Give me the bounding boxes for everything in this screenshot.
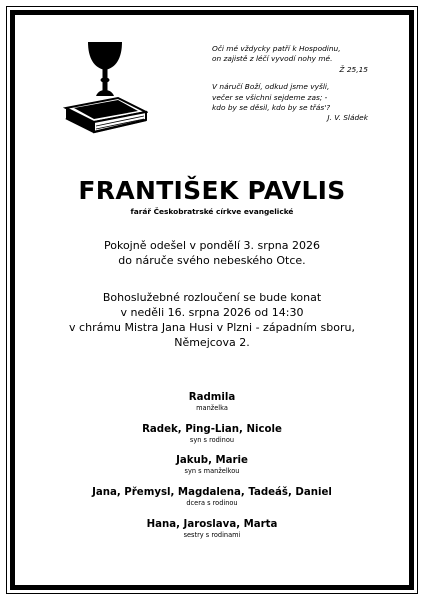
family-names: Radmila xyxy=(188,392,236,403)
deceased-role: farář Českobratrské církve evangelické xyxy=(130,207,294,216)
family-names: Radek, Ping-Lian, Nicole xyxy=(142,424,282,435)
chalice-on-bible-icon xyxy=(62,38,148,142)
family-relation: sestry s rodinami xyxy=(183,531,241,539)
service-line: v neděli 16. srpna 2026 od 14:30 xyxy=(120,306,304,319)
family-entry xyxy=(0,391,424,413)
quote-line: V náručí Boží, odkud jsme vyšli, xyxy=(212,82,330,92)
family-entry xyxy=(0,518,424,540)
family-relation: manželka xyxy=(196,404,228,412)
deceased-name: FRANTIŠEK PAVLIS xyxy=(78,176,346,205)
family-relation: syn s rodinou xyxy=(189,436,235,444)
announcement-line: Pokojně odešel v pondělí 3. srpna 2026 xyxy=(104,239,320,252)
quote-reference: Ž 25,15 xyxy=(339,64,368,74)
family-relation: syn s manželkou xyxy=(184,467,240,475)
service-line: v chrámu Mistra Jana Husi v Plzni - západním sboru, xyxy=(69,321,355,334)
family-names: Jana, Přemysl, Magdalena, Tadeáš, Daniel xyxy=(92,487,332,498)
quote-line: kdo by se děsil, kdo by se třás'? xyxy=(212,103,331,113)
bible-quotes xyxy=(212,44,368,124)
family-relation: dcera s rodinou xyxy=(186,499,238,507)
announcement-line: do náruče svého nebeského Otce. xyxy=(118,254,306,267)
quote-reference: J. V. Sládek xyxy=(327,113,368,123)
quote-line: on zajistě z léčí vyvodí nohy mé. xyxy=(212,54,333,64)
family-entry xyxy=(0,486,424,508)
family-entry xyxy=(0,423,424,445)
quote-line: Oči mé vždycky patří k Hospodinu, xyxy=(212,44,341,53)
service-line: Němejcova 2. xyxy=(174,336,250,349)
funeral-service-info xyxy=(0,290,424,350)
quote-line: večer se všichni sejdeme zas; - xyxy=(212,92,328,102)
family-names: Jakub, Marie xyxy=(176,455,248,466)
family-names: Hana, Jaroslava, Marta xyxy=(146,519,278,530)
death-announcement xyxy=(0,238,424,268)
service-line: Bohoslužebné rozloučení se bude konat xyxy=(102,291,322,304)
family-entry xyxy=(0,454,424,476)
